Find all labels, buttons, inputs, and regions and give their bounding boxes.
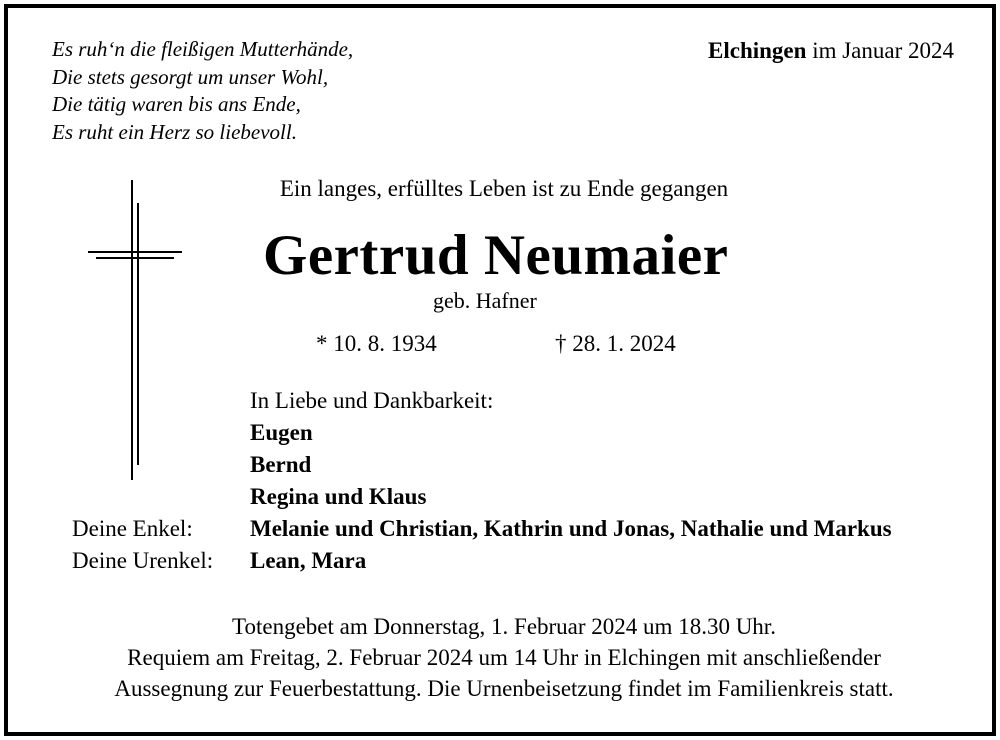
relative-name: Regina und Klaus xyxy=(250,484,427,509)
deceased-name: Gertrud Neumaier xyxy=(263,224,729,287)
birth-date: * 10. 8. 1934 xyxy=(316,331,437,356)
poem-line: Es ruh‘n die fleißigen Mutterhände, xyxy=(52,37,354,61)
death-date: † 28. 1. 2024 xyxy=(555,331,676,356)
grandchildren-label: Deine Enkel: xyxy=(72,516,193,541)
place: Elchingen xyxy=(708,38,807,63)
great-grandchildren-names: Lean, Mara xyxy=(250,548,367,573)
maiden-name: geb. Hafner xyxy=(433,288,537,313)
thanks-line: In Liebe und Dankbarkeit: xyxy=(250,388,494,413)
info-line: Aussegnung zur Feuerbestattung. Die Urnenbeisetzung findet im Familienkreis statt. xyxy=(114,676,894,701)
place-date xyxy=(708,38,954,64)
date-text: im Januar 2024 xyxy=(812,38,954,63)
poem xyxy=(52,36,353,146)
grandchildren-names: Melanie und Christian, Kathrin und Jonas, Nathalie und Markus xyxy=(250,516,892,541)
poem-line: Es ruht ein Herz so liebevoll. xyxy=(52,119,297,144)
service-info xyxy=(8,611,1000,704)
relative-name: Bernd xyxy=(250,452,312,477)
intro-line: Ein langes, erfülltes Leben ist zu Ende gegangen xyxy=(279,176,729,201)
poem-line: Die stets gesorgt um unser Wohl, xyxy=(52,64,329,89)
great-grandchildren-label: Deine Urenkel: xyxy=(72,548,214,573)
relative-name: Eugen xyxy=(250,420,313,445)
obituary-frame xyxy=(4,4,996,736)
info-line: Totengebet am Donnerstag, 1. Februar 2024 um 18.30 Uhr. xyxy=(232,614,776,639)
info-line: Requiem am Freitag, 2. Februar 2024 um 14 Uhr in Elchingen mit anschließender xyxy=(127,645,881,670)
poem-line: Die tätig waren bis ans Ende, xyxy=(52,92,301,116)
